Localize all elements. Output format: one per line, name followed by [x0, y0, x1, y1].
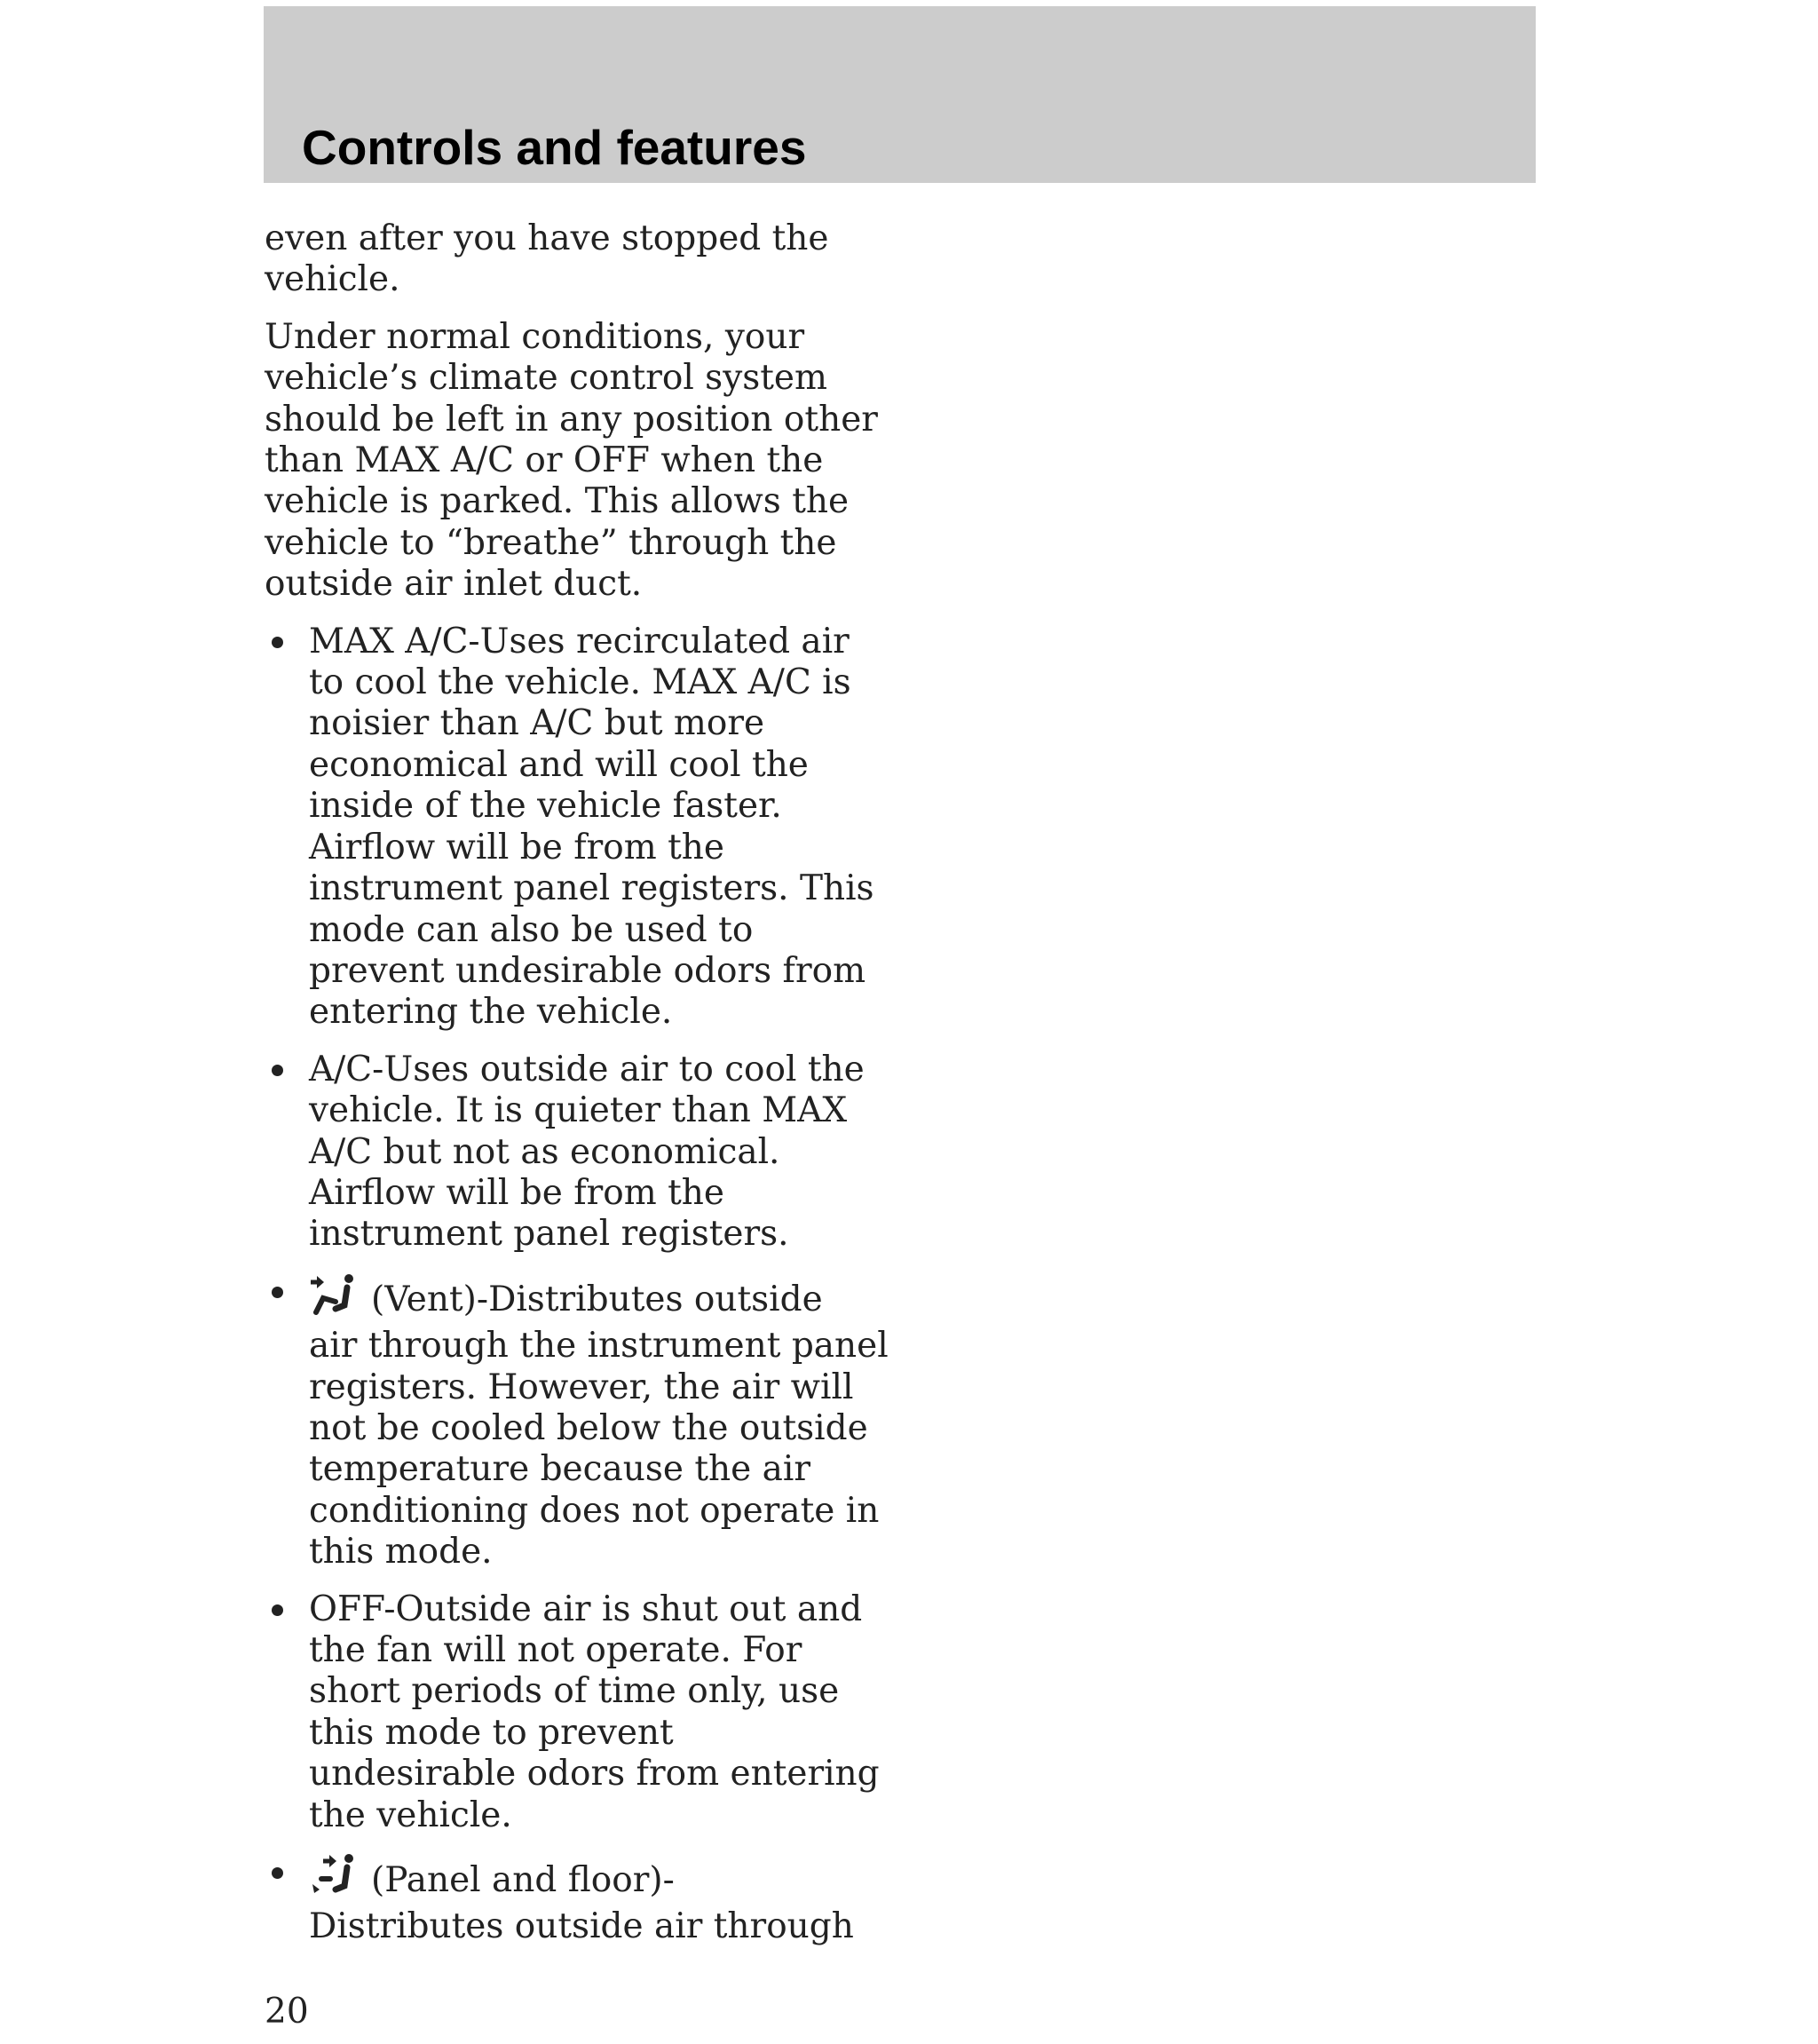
text-line: vehicle to “breathe” through the	[265, 522, 837, 563]
text-line: temperature because the air	[309, 1449, 810, 1490]
list-item-max-ac	[265, 622, 904, 1034]
text-line: the vehicle.	[309, 1794, 512, 1835]
text-line: MAX A/C-Uses recirculated air	[309, 621, 850, 662]
bullet-icon	[272, 1065, 283, 1076]
text-line: this mode.	[309, 1532, 493, 1573]
text-line: than MAX A/C or OFF when the	[265, 440, 824, 481]
text-line: instrument panel registers.	[309, 1214, 789, 1255]
text-line: vehicle.	[265, 259, 400, 300]
list-item-panel-and-floor	[265, 1852, 904, 1948]
paragraph	[265, 317, 904, 606]
text-line: Airflow will be from the	[309, 827, 724, 868]
text-fragment: (Panel and floor)-	[371, 1860, 675, 1901]
bullet-icon	[272, 1287, 283, 1298]
bullet-icon	[272, 1604, 283, 1616]
text-line: undesirable odors from entering	[309, 1754, 880, 1794]
text-line: vehicle is parked. This allows the	[265, 481, 850, 522]
section-header-band	[264, 6, 1536, 183]
text-line: air through the instrument panel	[309, 1326, 889, 1367]
bullet-icon	[272, 1867, 283, 1879]
list-item-vent	[265, 1272, 904, 1573]
page-number: 20	[265, 1992, 309, 2032]
paragraph	[265, 218, 904, 301]
text-line: Airflow will be from the	[309, 1172, 724, 1213]
text-line: registers. However, the air will	[309, 1367, 854, 1407]
text-line: outside air inlet duct.	[265, 564, 643, 605]
text-line-with-icon	[309, 1852, 904, 1906]
text-line: vehicle. It is quieter than MAX	[309, 1090, 848, 1131]
text-line: inside of the vehicle faster.	[309, 786, 782, 827]
text-line: OFF-Outside air is shut out and	[309, 1588, 863, 1629]
text-line: Under normal conditions, your	[265, 316, 805, 357]
text-line: entering the vehicle.	[309, 992, 673, 1033]
text-line: A/C but not as economical.	[309, 1131, 780, 1172]
text-line: vehicle’s climate control system	[265, 358, 827, 399]
vent-icon	[309, 1272, 359, 1326]
text-fragment: (Vent)-Distributes outside	[371, 1279, 823, 1319]
text-line: should be left in any position other	[265, 399, 878, 440]
text-line: economical and will cool the	[309, 744, 809, 785]
text-line: mode can also be used to	[309, 909, 754, 950]
page-body	[265, 218, 904, 1964]
text-line-with-icon	[309, 1272, 904, 1326]
text-line: prevent undesirable odors from	[309, 950, 866, 991]
text-line: noisier than A/C but more	[309, 703, 765, 744]
text-line: conditioning does not operate in	[309, 1490, 880, 1531]
text-line: A/C-Uses outside air to cool the	[309, 1049, 865, 1089]
text-line: the fan will not operate. For	[309, 1630, 802, 1670]
text-line: even after you have stopped the	[265, 218, 829, 258]
list-item-off	[265, 1589, 904, 1836]
list-item-ac	[265, 1050, 904, 1256]
text-line: this mode to prevent	[309, 1712, 674, 1753]
panel-and-floor-icon	[309, 1852, 359, 1906]
mode-list	[265, 622, 904, 1948]
text-line: Distributes outside air through	[309, 1906, 854, 1947]
text-line: instrument panel registers. This	[309, 868, 874, 909]
bullet-icon	[272, 637, 283, 648]
text-line: not be cooled below the outside	[309, 1407, 868, 1448]
section-title: Controls and features	[302, 120, 807, 175]
text-line: to cool the vehicle. MAX A/C is	[309, 662, 851, 703]
text-line: short periods of time only, use	[309, 1671, 840, 1712]
